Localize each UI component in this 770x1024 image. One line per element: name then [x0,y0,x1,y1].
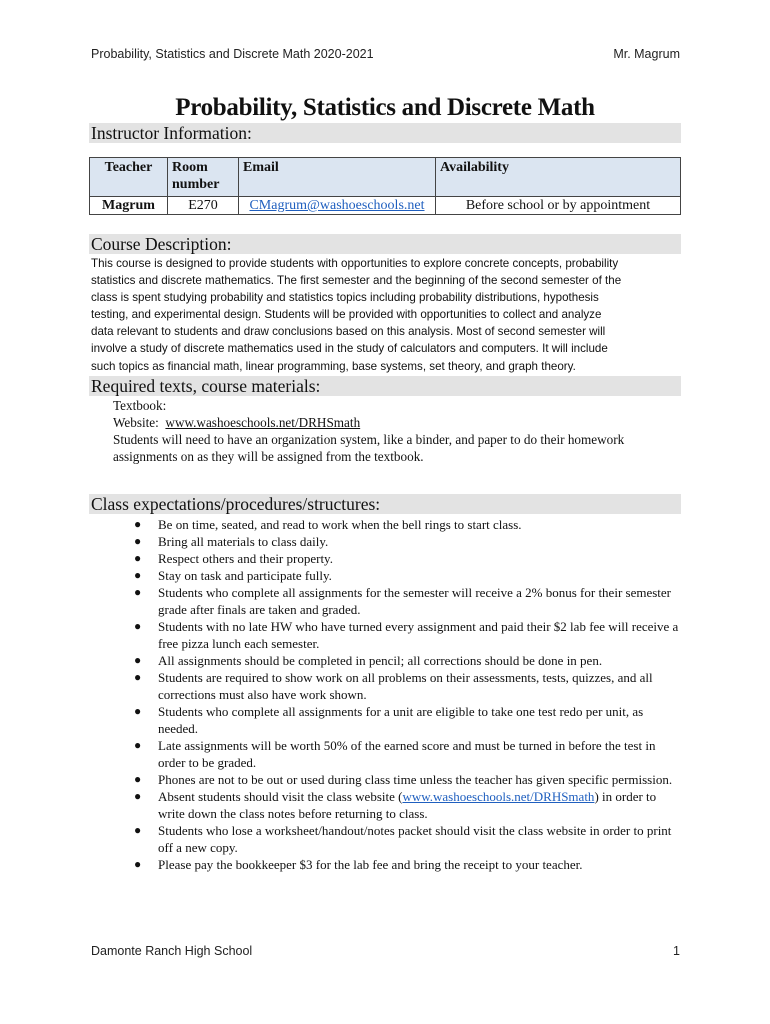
bullet-icon: ● [134,517,142,531]
bullet-icon: ● [134,653,142,667]
email-link[interactable]: CMagrum@washoeschools.net [249,198,425,213]
teacher-cell: Magrum [90,197,168,215]
bullet-icon: ● [134,823,142,837]
list-item: ● All assignments should be completed in pencil; all corrections should be done in pen. [134,653,603,668]
bullet-icon: ● [134,704,142,718]
room-cell: E270 [168,197,239,215]
page-header-course: Probability, Statistics and Discrete Math 2020-2021 [91,47,374,61]
list-item: ● Stay on task and participate fully. [134,568,332,583]
section-heading-expectations: Class expectations/procedures/structures: [89,494,681,514]
section-heading-required-texts: Required texts, course materials: [89,376,681,396]
organization-note: Students will need to have an organization system, like a binder, and paper to do their homework assignments on as they will be assigned from the textbook. [113,432,625,464]
bullet-icon: ● [134,789,142,803]
expectations-list [113,516,681,873]
col-header-availability: Availability [436,158,681,197]
list-item: ● Bring all materials to class daily. [134,534,329,549]
description-line: This course is designed to provide students with opportunities to explore concrete concepts, probability [91,257,619,270]
list-item: ● Late assignments will be worth 50% of the earned score and must be turned in before the test in order to be graded. [134,738,656,770]
website-label: Website: [113,415,159,430]
bullet-icon: ● [134,534,142,548]
description-line: such topics as financial math, linear programming, base systems, set theory, and graph theory. [91,359,576,373]
description-line: statistics and discrete mathematics. The first semester and the beginning of the second semester of the [91,274,622,288]
page-number: 1 [673,944,680,958]
table-row [90,197,681,215]
section-heading-instructor: Instructor Information: [89,123,681,143]
instructor-table [89,157,681,215]
page-footer-school: Damonte Ranch High School [91,944,253,958]
bullet-icon: ● [134,551,142,565]
bullet-icon: ● [134,857,142,871]
list-item: ● Students are required to show work on all problems on their assessments, tests, quizzes, and all corrections must also have work shown. [134,670,653,702]
list-item: ● Absent students should visit the class website (www.washoeschools.net/DRHSmath) in order to write down the class notes before returning to class. [134,789,657,821]
section-heading-course-description: Course Description: [89,234,681,254]
class-website-link[interactable]: www.washoeschools.net/DRHSmath [402,789,595,804]
bullet-icon: ● [134,772,142,786]
page-title: Probability, Statistics and Discrete Math [175,94,595,121]
list-item: ● Students who complete all assignments for the semester will receive a 2% bonus for their semester grade after finals are taken and graded. [134,585,671,617]
col-header-email: Email [239,158,436,197]
description-line: testing, and experimental design. Students will be provided with opportunities to collect and analyze [91,308,602,322]
email-cell [239,197,436,215]
description-line: involve a study of discrete mathematics used in the study of calculators and computers. It will include [91,342,608,356]
bullet-icon: ● [134,568,142,582]
list-item: ● Students who lose a worksheet/handout/notes packet should visit the class website in order to print off a new copy. [134,823,672,855]
bullet-icon: ● [134,585,142,599]
list-item: ● Respect others and their property. [134,551,333,566]
list-item: ● Students who complete all assignments for a unit are eligible to take one test redo per unit, as needed. [134,704,644,736]
required-texts-body [113,397,681,465]
col-header-room: Room number [168,158,239,197]
col-header-teacher: Teacher [90,158,168,197]
textbook-label: Textbook: [113,398,167,413]
course-description-text [91,255,683,375]
bullet-icon: ● [134,670,142,684]
list-item: ● Phones are not to be out or used during class time unless the teacher has given specific permission. [134,772,673,787]
bullet-icon: ● [134,619,142,633]
website-line [113,414,681,431]
table-header-row [90,158,681,197]
availability-cell: Before school or by appointment [436,197,681,215]
description-line: data relevant to students and draw conclusions based on this analysis. Most of second semester will [91,325,606,339]
list-item: ● Please pay the bookkeeper $3 for the lab fee and bring the receipt to your teacher. [134,857,583,872]
list-item: ● Students with no late HW who have turned every assignment and paid their $2 lab fee will receive a free pizza lunch each semester. [134,619,679,651]
class-website-link[interactable]: www.washoeschools.net/DRHSmath [165,415,361,430]
list-item: ● Be on time, seated, and read to work when the bell rings to start class. [134,517,522,532]
description-line: class is spent studying probability and statistics topics including probability distributions, hypothesis [91,291,599,305]
page-header-teacher: Mr. Magrum [613,47,680,61]
bullet-icon: ● [134,738,142,752]
